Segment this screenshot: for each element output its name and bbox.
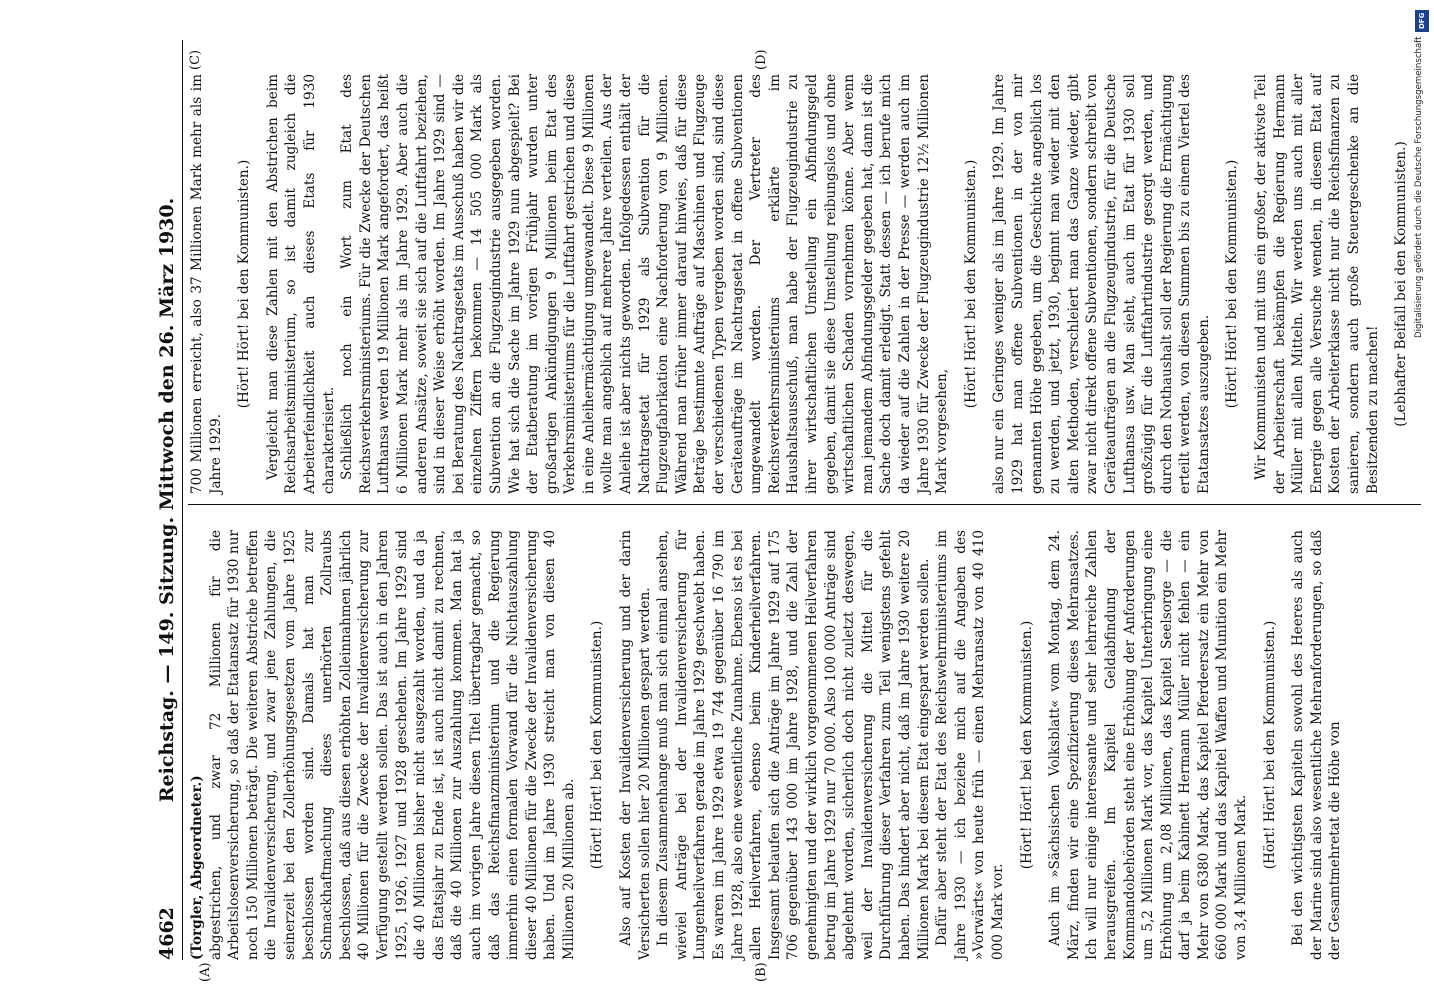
interjection: (Hört! Hört! bei den Kommunisten.) bbox=[1261, 620, 1278, 870]
interjection: (Hört! Hört! bei den Kommunisten.) bbox=[589, 620, 606, 870]
margin-label-a: (A) bbox=[198, 962, 213, 982]
interjection: (Hört! Hört! bei den Kommunisten.) bbox=[962, 159, 979, 409]
margin-label-d: (D) bbox=[754, 49, 769, 70]
digitization-attribution bbox=[1412, 0, 1434, 1000]
rotated-page bbox=[60, 0, 1410, 1000]
paragraph: 700 Millionen erreicht, also 37 Millionen Mark mehr als im Jahre 1929. bbox=[189, 74, 224, 494]
attribution-text: Digitalisierung gefördert durch die Deutsche Forschungsgemeinschaft bbox=[1414, 36, 1424, 338]
margin-label-c: (C) bbox=[188, 49, 203, 70]
margin-label-b: (B) bbox=[754, 962, 769, 982]
left-column bbox=[188, 530, 1345, 960]
interjection: (Hört! Hört! bei den Kommunisten.) bbox=[1018, 620, 1035, 870]
paragraph: abgestrichen, und zwar 72 Millionen für die Arbeitslosenversicherung, so daß der Etatansatz für 1930 nur noch 150 Millionen beträgt. Die weiteren Abstriche betreffen die Invalidenversicherung, und zwar jene Zahlungen, die seinerzeit bei den Zollerhöhungsgesetzen vom Jahre 1925 beschlossen worden sind. Damals hat man zur Schmackhaftmachung dieses unerhörten Zollraubs beschlossen, daß aus diesen erhöhten Zolleinnahmen jährlich 40 Millionen für die Zwecke der Invalidenversicherung zur Verfügung gestellt werden sollen. Das ist auch in den Jahren 1925, 1926, 1927 und 1928 geschehen. Im Jahre 1929 sind die 40 Millionen bisher nicht ausgezahlt worden, und da ja das Etatsjahr zu Ende ist, ist auch nicht damit zu rechnen, daß die 40 Millionen zur Auszahlung kommen. Man hat ja auch im vorigen Jahre diesen Titel übertragbar gemacht, so daß das Reichsfinanzministerium und die Regierung immerhin einen formalen Vorwand für die Nichtauszahlung dieser 40 Millionen für die Zwecke der Invalidenversicherung haben. Und im Jahre 1930 streicht man von diesen 40 Millionen 20 Millionen ab. bbox=[207, 530, 577, 960]
dfg-logo: DFG bbox=[1415, 10, 1429, 32]
paragraph: Wir Kommunisten und mit uns ein großer, der aktivste Teil der Arbeiterschaft bekämpfen die Regierung Hermann Müller mit allen Mitteln. Wir werden uns auch mit aller Energie gegen alle Versuche wenden, in diesem Etat auf Kosten der Arbeiterklasse nicht nur die Reichsfinanzen zu sanieren, sondern auch große Steuergeschenke an die Besitzenden zu machen! bbox=[1253, 74, 1381, 494]
applause-note: (Lebhafter Beifall bei den Kommunisten.) bbox=[1393, 141, 1410, 427]
paragraph: Auch im »Sächsischen Volksblatt« vom Montag, dem 24. März, finden wir eine Spezifizierung dieses Mehransatzes. Ich will nur einige interessante und sehr lehrreiche Zahlen herausgreifen. Im Kapitel Geldabfindung der Kommandobehörden steht eine Erhöhung der Anforderungen um 5,2 Millionen Mark vor, das Kapitel Unterbringung eine Erhöhung um 2,08 Millionen, das Kapitel Seelsorge — die darf ja beim Kabinett Hermann Müller nicht fehlen — ein Mehr von 6380 Mark, das Kapitel Pferdeersatz ein Mehr von 660 000 Mark und das Kapitel Waffen und Munition ein Mehr von 3,4 Millionen Mark. bbox=[1047, 530, 1250, 960]
paragraph: Vergleicht man diese Zahlen mit den Abstrichen beim Reichsarbeitsministerium, so ist damit zugleich die Arbeiterfeindlichkeit auch dieses Etats für 1930 charakterisiert. bbox=[264, 74, 337, 494]
paragraph: also nur ein Geringes weniger als im Jahre 1929. Im Jahre 1929 hat man offene Subventionen in der von mir genannten Höhe gegeben, um die Geschichte angeblich los zu werden, und jetzt, 1930, beginnt man wieder mit den alten Methoden, verschleiert man das Ganze wieder, gibt zwar nicht direkt offene Subventionen, sondern schreibt von Geräteaufträgen an die Flugzeugindustrie, für die Deutsche Lufthansa usw. Man sieht, auch im Etat für 1930 soll großzügig für die Luftfahrtindustrie gesorgt werden, und durch den Nothaushalt soll der Regierung die Ermächtigung erteilt werden, von diesen Summen bis zu einem Viertel des Etatansatzes auszugeben. bbox=[991, 74, 1212, 494]
page-number: 4662 bbox=[156, 907, 178, 960]
paragraph: Also auf Kosten der Invalidenversicherung und der darin Versicherten sollen hier 20 Millionen gespart werden. bbox=[618, 530, 653, 960]
right-column bbox=[188, 74, 1421, 505]
paragraph: Bei den wichtigsten Kapiteln sowohl des Heeres als auch der Marine sind also wesentliche Mehranforderungen, so daß der Gesamtmehretat die Höhe von bbox=[1290, 530, 1344, 960]
paragraph: Schließlich noch ein Wort zum Etat des Reichsverkehrsministeriums. Für die Zwecke der Deutschen Lufthansa werden 19 Millionen Mark angefordert, das heißt 6 Millionen Mark mehr als im Jahre 1929. Aber auch die anderen Ansätze, soweit sie sich auf die Luftfahrt beziehen, sind in dieser Weise erhöht worden. Im Jahre 1929 sind — bei Beratung des Nachtragsetats im Ausschuß haben wir die einzelnen Ziffern bekommen — 14 505 000 Mark als Subvention an die Flugzeugindustrie ausgegeben worden. Wie hat sich die Sache im Jahre 1929 nun abgespielt? Bei der Etatberatung im vorigen Frühjahr wurden unter großartigen Ankündigungen 9 Millionen beim Etat des Verkehrsministeriums für die Luftfahrt gestrichen und diese in eine Anleihermächtigung umgewandelt. Diese 9 Millionen wollte man angeblich auf mehrere Jahre verteilen. Aus der Anleihe ist aber nichts geworden. Infolgedessen enthält der Nachtragsetat für 1929 als Subvention für die Flugzeugfabrikation eine Nachforderung von 9 Millionen. Während man früher immer darauf hinwies, daß für diese Beträge bestimmte Aufträge auf Maschinen und Flugzeuge der verschiedenen Typen vergeben worden sind, sind diese Geräteaufträge im Nachtragsetat in offene Subventionen umgewandelt worden. Der Vertreter des Reichsverkehrsministeriums erklärte im Haushaltsausschuß, man habe der Flugzeugindustrie zu ihrer wirtschaftlichen Umstellung ein Abfindungsgeld gegeben, damit sie diese Umstellung reibungslos und ohne wirtschaftlichen Schaden vornehmen könne. Aber wenn man jemandem Abfindungsgelder gegeben hat, dann ist die Sache doch damit erledigt. Statt dessen — ich berufe mich da wieder auf die Zahlen in der Presse — werden auch im Jahre 1930 für Zwecke der Flugzeugindustrie 12½ Millionen Mark vorgesehen, bbox=[339, 74, 951, 494]
running-title: Reichstag. — 149. Sitzung. Mittwoch den 26. März 1930. bbox=[156, 197, 178, 803]
speaker-line: (Torgler, Abgeordneter.) bbox=[189, 775, 205, 960]
page-header bbox=[156, 40, 183, 960]
interjection: (Hört! Hört! bei den Kommunisten.) bbox=[236, 159, 253, 409]
paragraph: In diesem Zusammenhange muß man sich einmal ansehen, wieviel Anträge bei der Invalidenversicherung für Lungenheilverfahren gerade im Jahre 1929 geschwebt haben. Es waren im Jahre 1929 etwa 19 744 gegenüber 16 790 im Jahre 1928, also eine wesentliche Zunahme. Ebenso ist es bei allen Heilverfahren, ebenso beim Kinderheilverfahren. Insgesamt belaufen sich die Anträge im Jahre 1929 auf 175 706 gegenüber 143 000 im Jahre 1928, und die Zahl der genehmigten und der wirklich vorgenommenen Heilverfahren betrug im Jahre 1929 nur 70 000. Also 100 000 Anträge sind abgelehnt worden, sicherlich doch nicht zuletzt deswegen, weil der Invalidenversicherung die Mittel für die Durchführung dieser Verfahren zum Teil wenigstens gefehlt haben. Das hindert aber nicht, daß im Jahre 1930 weitere 20 Millionen Mark bei diesem Etat eingespart werden sollen. bbox=[655, 530, 932, 960]
interjection: (Hört! Hört! bei den Kommunisten.) bbox=[1224, 159, 1241, 409]
paragraph: Dafür aber steht der Etat des Reichswehrministeriums im Jahre 1930 — ich beziehe mich auf die Angaben des »Vorwärts« von heute früh — einen Mehransatz von 40 410 000 Mark vor. bbox=[934, 530, 1006, 960]
